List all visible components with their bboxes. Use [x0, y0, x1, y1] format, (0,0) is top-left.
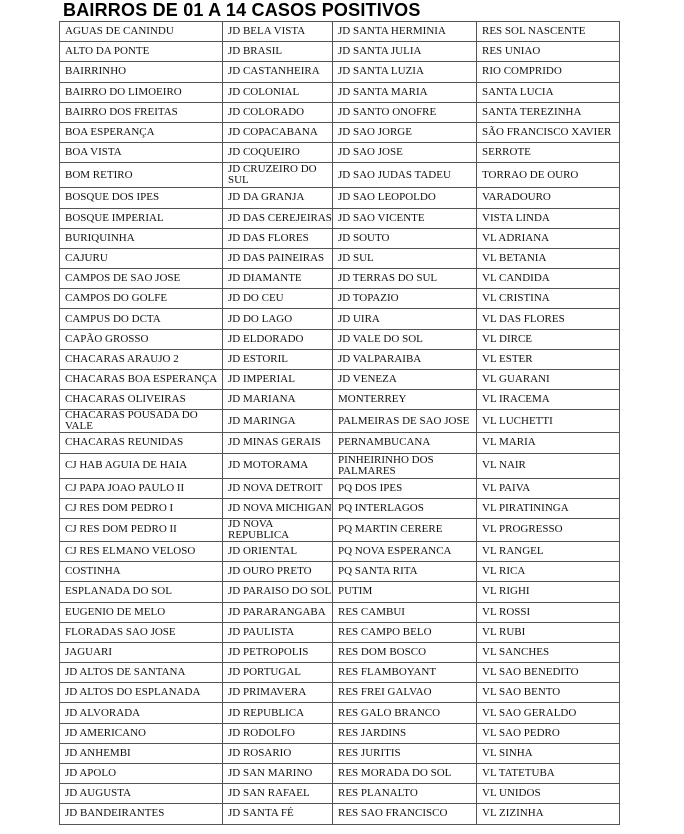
- table-cell: JD DA GRANJA: [223, 188, 333, 208]
- table-cell: CAMPOS DE SAO JOSE: [60, 269, 223, 289]
- table-cell: BOSQUE IMPERIAL: [60, 208, 223, 228]
- table-cell: VL UNIDOS: [477, 784, 620, 804]
- table-cell: JD PAULISTA: [223, 622, 333, 642]
- table-row: [60, 764, 620, 784]
- table-cell: JD SAO VICENTE: [333, 208, 477, 228]
- table-cell: JD PORTUGAL: [223, 663, 333, 683]
- table-cell: RES SAO FRANCISCO: [333, 804, 477, 824]
- table-row: [60, 188, 620, 208]
- table-cell: CJ RES DOM PEDRO II: [60, 518, 223, 541]
- table-cell: JD ALVORADA: [60, 703, 223, 723]
- table-cell: VL LUCHETTI: [477, 410, 620, 433]
- table-cell: CAJURU: [60, 248, 223, 268]
- table-cell: VL DAS FLORES: [477, 309, 620, 329]
- table-row: [60, 743, 620, 763]
- table-cell: VL CANDIDA: [477, 269, 620, 289]
- table-cell: JD SAO JOSE: [333, 143, 477, 163]
- table-cell: JD AMERICANO: [60, 723, 223, 743]
- table-row: [60, 62, 620, 82]
- table-row: [60, 143, 620, 163]
- table-cell: JD AUGUSTA: [60, 784, 223, 804]
- table-cell: JAGUARI: [60, 642, 223, 662]
- table-cell: VL SAO GERALDO: [477, 703, 620, 723]
- table-cell: VL TATETUBA: [477, 764, 620, 784]
- table-cell: VL ADRIANA: [477, 228, 620, 248]
- table-cell: JD MOTORAMA: [223, 453, 333, 478]
- table-cell: JD DAS CEREJEIRAS: [223, 208, 333, 228]
- table-cell: BOM RETIRO: [60, 163, 223, 188]
- table-cell: VL RANGEL: [477, 541, 620, 561]
- table-cell: JD RODOLFO: [223, 723, 333, 743]
- table-cell: JD SOUTO: [333, 228, 477, 248]
- table-cell: BAIRRINHO: [60, 62, 223, 82]
- page-title: BAIRROS DE 01 A 14 CASOS POSITIVOS: [63, 0, 421, 20]
- table-row: [60, 228, 620, 248]
- table-cell: VL MARIA: [477, 433, 620, 453]
- table-cell: PQ MARTIN CERERE: [333, 518, 477, 541]
- table-cell: MONTERREY: [333, 390, 477, 410]
- table-cell: CHACARAS REUNIDAS: [60, 433, 223, 453]
- table-cell: JD CASTANHEIRA: [223, 62, 333, 82]
- table-cell: JD MARINGA: [223, 410, 333, 433]
- table-cell: RES JURITIS: [333, 743, 477, 763]
- table-cell: CJ PAPA JOAO PAULO II: [60, 478, 223, 498]
- table-cell: VL SINHA: [477, 743, 620, 763]
- table-cell: JD SAN RAFAEL: [223, 784, 333, 804]
- table-cell: VL SAO PEDRO: [477, 723, 620, 743]
- table-cell: JD ANHEMBI: [60, 743, 223, 763]
- table-cell: JD NOVA MICHIGAN: [223, 498, 333, 518]
- table-row: [60, 433, 620, 453]
- table-cell: VL IRACEMA: [477, 390, 620, 410]
- table-cell: RES CAMPO BELO: [333, 622, 477, 642]
- table-row: [60, 289, 620, 309]
- table-row: [60, 582, 620, 602]
- table-cell: RES MORADA DO SOL: [333, 764, 477, 784]
- table-cell: VL DIRCE: [477, 329, 620, 349]
- table-cell: JD DIAMANTE: [223, 269, 333, 289]
- table-row: [60, 269, 620, 289]
- table-cell: RES DOM BOSCO: [333, 642, 477, 662]
- table-cell: RES FLAMBOYANT: [333, 663, 477, 683]
- table-cell: JD CRUZEIRO DO SUL: [223, 163, 333, 188]
- table-row: [60, 163, 620, 188]
- table-cell: JD SANTA LUZIA: [333, 62, 477, 82]
- table-cell: JD DAS FLORES: [223, 228, 333, 248]
- table-cell: JD BANDEIRANTES: [60, 804, 223, 824]
- table-cell: JD VENEZA: [333, 370, 477, 390]
- table-cell: JD PARAISO DO SOL: [223, 582, 333, 602]
- table-cell: JD BELA VISTA: [223, 22, 333, 42]
- neighborhoods-table: [59, 21, 620, 825]
- table-cell: CAMPOS DO GOLFE: [60, 289, 223, 309]
- table-cell: PUTIM: [333, 582, 477, 602]
- table-cell: CAMPUS DO DCTA: [60, 309, 223, 329]
- table-cell: CHACARAS POUSADA DO VALE: [60, 410, 223, 433]
- table-cell: JD OURO PRETO: [223, 562, 333, 582]
- table-row: [60, 723, 620, 743]
- table-cell: JD SANTA MARIA: [333, 82, 477, 102]
- table-row: [60, 784, 620, 804]
- table-cell: JD SAN MARINO: [223, 764, 333, 784]
- table-cell: JD DAS PAINEIRAS: [223, 248, 333, 268]
- table-cell: JD PETROPOLIS: [223, 642, 333, 662]
- table-row: [60, 663, 620, 683]
- table-cell: RES PLANALTO: [333, 784, 477, 804]
- table-cell: RES GALO BRANCO: [333, 703, 477, 723]
- table-row: [60, 410, 620, 433]
- table-row: [60, 370, 620, 390]
- table-cell: SANTA TEREZINHA: [477, 102, 620, 122]
- table-cell: PERNAMBUCANA: [333, 433, 477, 453]
- table-cell: JD SAO JUDAS TADEU: [333, 163, 477, 188]
- table-row: [60, 329, 620, 349]
- table-cell: PQ SANTA RITA: [333, 562, 477, 582]
- table-cell: JD MARIANA: [223, 390, 333, 410]
- table-cell: PQ INTERLAGOS: [333, 498, 477, 518]
- table-cell: VL BETANIA: [477, 248, 620, 268]
- table-row: [60, 703, 620, 723]
- table-cell: JD SANTA JULIA: [333, 42, 477, 62]
- table-row: [60, 248, 620, 268]
- table-row: [60, 642, 620, 662]
- table-cell: VL GUARANI: [477, 370, 620, 390]
- table-cell: JD SANTA FÉ: [223, 804, 333, 824]
- table-cell: JD VALPARAIBA: [333, 349, 477, 369]
- table-cell: JD ORIENTAL: [223, 541, 333, 561]
- table-cell: JD IMPERIAL: [223, 370, 333, 390]
- table-cell: BOA ESPERANÇA: [60, 122, 223, 142]
- table-cell: VISTA LINDA: [477, 208, 620, 228]
- table-cell: BAIRRO DO LIMOEIRO: [60, 82, 223, 102]
- table-cell: VL ESTER: [477, 349, 620, 369]
- table-row: [60, 453, 620, 478]
- table-cell: JD DO LAGO: [223, 309, 333, 329]
- table-cell: PQ NOVA ESPERANCA: [333, 541, 477, 561]
- table-cell: VL RIGHI: [477, 582, 620, 602]
- table-cell: JD BRASIL: [223, 42, 333, 62]
- table-cell: JD SAO JORGE: [333, 122, 477, 142]
- table-cell: VL NAIR: [477, 453, 620, 478]
- table-row: [60, 498, 620, 518]
- table-cell: JD PRIMAVERA: [223, 683, 333, 703]
- table-cell: SÃO FRANCISCO XAVIER: [477, 122, 620, 142]
- table-cell: PINHEIRINHO DOS PALMARES: [333, 453, 477, 478]
- table-cell: RES CAMBUI: [333, 602, 477, 622]
- table-cell: CJ RES DOM PEDRO I: [60, 498, 223, 518]
- table-cell: JD COLORADO: [223, 102, 333, 122]
- table-row: [60, 102, 620, 122]
- table-cell: JD MINAS GERAIS: [223, 433, 333, 453]
- table-cell: VL CRISTINA: [477, 289, 620, 309]
- table-cell: JD NOVA DETROIT: [223, 478, 333, 498]
- table-cell: JD REPUBLICA: [223, 703, 333, 723]
- table-cell: CHACARAS ARAUJO 2: [60, 349, 223, 369]
- table-row: [60, 42, 620, 62]
- table-row: [60, 390, 620, 410]
- table-cell: JD VALE DO SOL: [333, 329, 477, 349]
- table-cell: JD ROSARIO: [223, 743, 333, 763]
- table-cell: JD TERRAS DO SUL: [333, 269, 477, 289]
- table-cell: JD ESTORIL: [223, 349, 333, 369]
- table-cell: VL RICA: [477, 562, 620, 582]
- table-cell: BURIQUINHA: [60, 228, 223, 248]
- table-cell: VL PIRATININGA: [477, 498, 620, 518]
- table-cell: VL SANCHES: [477, 642, 620, 662]
- table-cell: JD APOLO: [60, 764, 223, 784]
- table-row: [60, 602, 620, 622]
- table-cell: PALMEIRAS DE SAO JOSE: [333, 410, 477, 433]
- table-cell: SANTA LUCIA: [477, 82, 620, 102]
- table-row: [60, 622, 620, 642]
- table-cell: PQ DOS IPES: [333, 478, 477, 498]
- table-row: [60, 562, 620, 582]
- table-cell: AGUAS DE CANINDU: [60, 22, 223, 42]
- table-cell: ESPLANADA DO SOL: [60, 582, 223, 602]
- table-cell: CAPÃO GROSSO: [60, 329, 223, 349]
- table-cell: VL ZIZINHA: [477, 804, 620, 824]
- table-cell: CHACARAS OLIVEIRAS: [60, 390, 223, 410]
- table-cell: BAIRRO DOS FREITAS: [60, 102, 223, 122]
- table-cell: EUGENIO DE MELO: [60, 602, 223, 622]
- table-row: [60, 208, 620, 228]
- table-cell: SERROTE: [477, 143, 620, 163]
- table-cell: VARADOURO: [477, 188, 620, 208]
- table-row: [60, 309, 620, 329]
- table-row: [60, 478, 620, 498]
- table-cell: RES SOL NASCENTE: [477, 22, 620, 42]
- table-cell: CJ HAB AGUIA DE HAIA: [60, 453, 223, 478]
- table-cell: JD SUL: [333, 248, 477, 268]
- table-cell: JD TOPAZIO: [333, 289, 477, 309]
- table-cell: BOA VISTA: [60, 143, 223, 163]
- table-cell: JD ALTOS DE SANTANA: [60, 663, 223, 683]
- table-cell: TORRAO DE OURO: [477, 163, 620, 188]
- table-cell: JD COLONIAL: [223, 82, 333, 102]
- table-cell: VL RUBI: [477, 622, 620, 642]
- table-cell: JD COPACABANA: [223, 122, 333, 142]
- table-cell: ALTO DA PONTE: [60, 42, 223, 62]
- table-cell: JD PARARANGABA: [223, 602, 333, 622]
- table-cell: CJ RES ELMANO VELOSO: [60, 541, 223, 561]
- table-cell: RES FREI GALVAO: [333, 683, 477, 703]
- table-cell: RES JARDINS: [333, 723, 477, 743]
- table-cell: VL SAO BENTO: [477, 683, 620, 703]
- table-cell: RES UNIAO: [477, 42, 620, 62]
- table-row: [60, 541, 620, 561]
- table-row: [60, 122, 620, 142]
- table-cell: CHACARAS BOA ESPERANÇA: [60, 370, 223, 390]
- table-cell: FLORADAS SAO JOSE: [60, 622, 223, 642]
- table-cell: JD UIRA: [333, 309, 477, 329]
- table-row: [60, 804, 620, 824]
- table-cell: VL PROGRESSO: [477, 518, 620, 541]
- table-row: [60, 82, 620, 102]
- table-cell: JD ALTOS DO ESPLANADA: [60, 683, 223, 703]
- table-cell: VL ROSSI: [477, 602, 620, 622]
- table-cell: JD SANTA HERMINIA: [333, 22, 477, 42]
- table-row: [60, 518, 620, 541]
- table-row: [60, 683, 620, 703]
- table-cell: RIO COMPRIDO: [477, 62, 620, 82]
- table-cell: JD SANTO ONOFRE: [333, 102, 477, 122]
- table-cell: JD NOVA REPUBLICA: [223, 518, 333, 541]
- table-cell: JD DO CEU: [223, 289, 333, 309]
- table-cell: JD COQUEIRO: [223, 143, 333, 163]
- table-row: [60, 22, 620, 42]
- table-cell: BOSQUE DOS IPES: [60, 188, 223, 208]
- table-cell: VL PAIVA: [477, 478, 620, 498]
- table-row: [60, 349, 620, 369]
- table-cell: JD ELDORADO: [223, 329, 333, 349]
- table-cell: JD SAO LEOPOLDO: [333, 188, 477, 208]
- table-cell: VL SAO BENEDITO: [477, 663, 620, 683]
- table-cell: COSTINHA: [60, 562, 223, 582]
